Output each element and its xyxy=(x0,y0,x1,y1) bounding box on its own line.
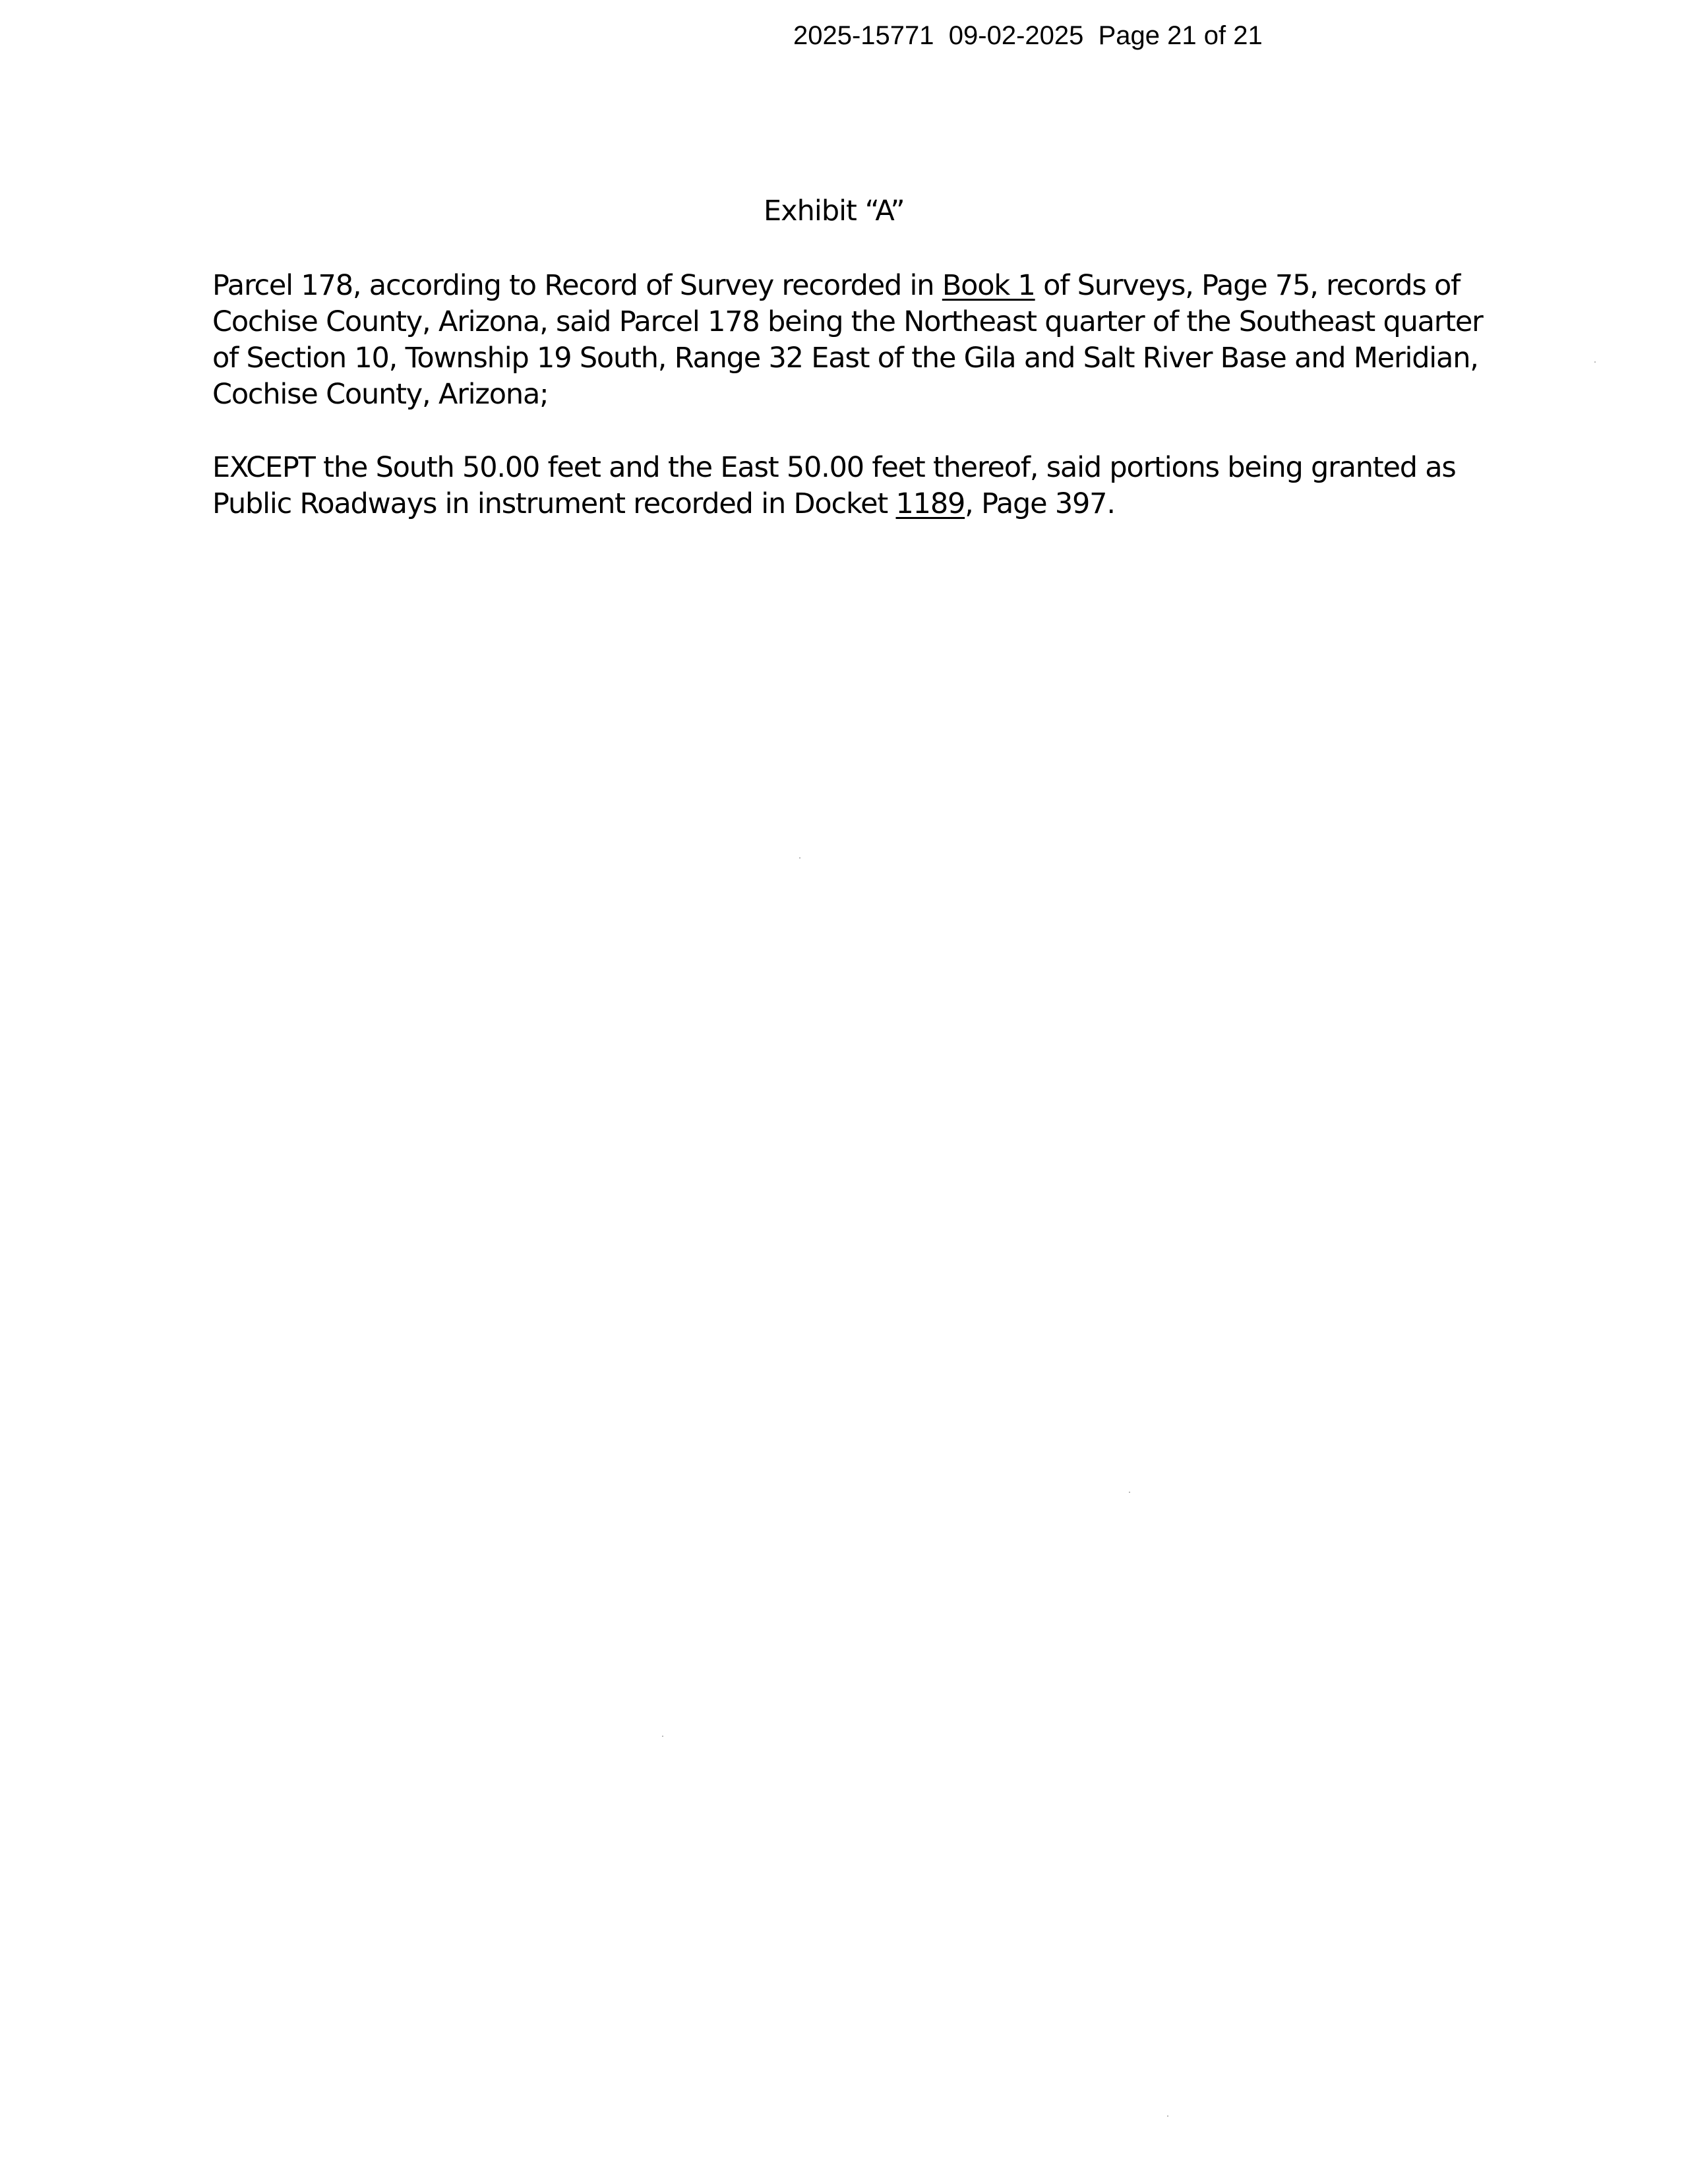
recording-header: 2025-15771 09-02-2025 Page 21 of 21 xyxy=(793,21,1263,50)
line-text: Parcel 178, according to Record of Survey recorded in xyxy=(212,269,942,302)
paragraph-line: Cochise County, Arizona, said Parcel 178 being the Northeast quarter of the Southeast quarter xyxy=(212,305,1483,338)
exhibit-title: Exhibit “A” xyxy=(764,195,905,228)
line-text: of Surveys, Page 75, records of xyxy=(1035,269,1461,302)
paragraph-line: of Section 10, Township 19 South, Range 32 East of the Gila and Salt River Base and Meridian, xyxy=(212,342,1478,375)
scan-speck xyxy=(1594,361,1596,363)
paragraph-line xyxy=(212,486,1518,522)
scan-speck xyxy=(1129,1492,1130,1493)
scan-speck xyxy=(1167,2115,1168,2117)
paragraph-line xyxy=(212,268,1518,304)
line-text: , Page 397. xyxy=(965,487,1115,520)
paragraph-line: EXCEPT the South 50.00 feet and the East 50.00 feet thereof, said portions being granted as xyxy=(212,451,1456,484)
scan-speck xyxy=(662,1736,663,1737)
book-reference: Book 1 xyxy=(942,269,1035,302)
scan-speck xyxy=(799,857,800,859)
exception-paragraph xyxy=(212,450,1518,522)
docket-reference: 1189 xyxy=(895,487,965,520)
legal-description-paragraph xyxy=(212,268,1518,413)
paragraph-line: Cochise County, Arizona; xyxy=(212,378,549,411)
line-text: Public Roadways in instrument recorded in Docket xyxy=(212,487,896,520)
